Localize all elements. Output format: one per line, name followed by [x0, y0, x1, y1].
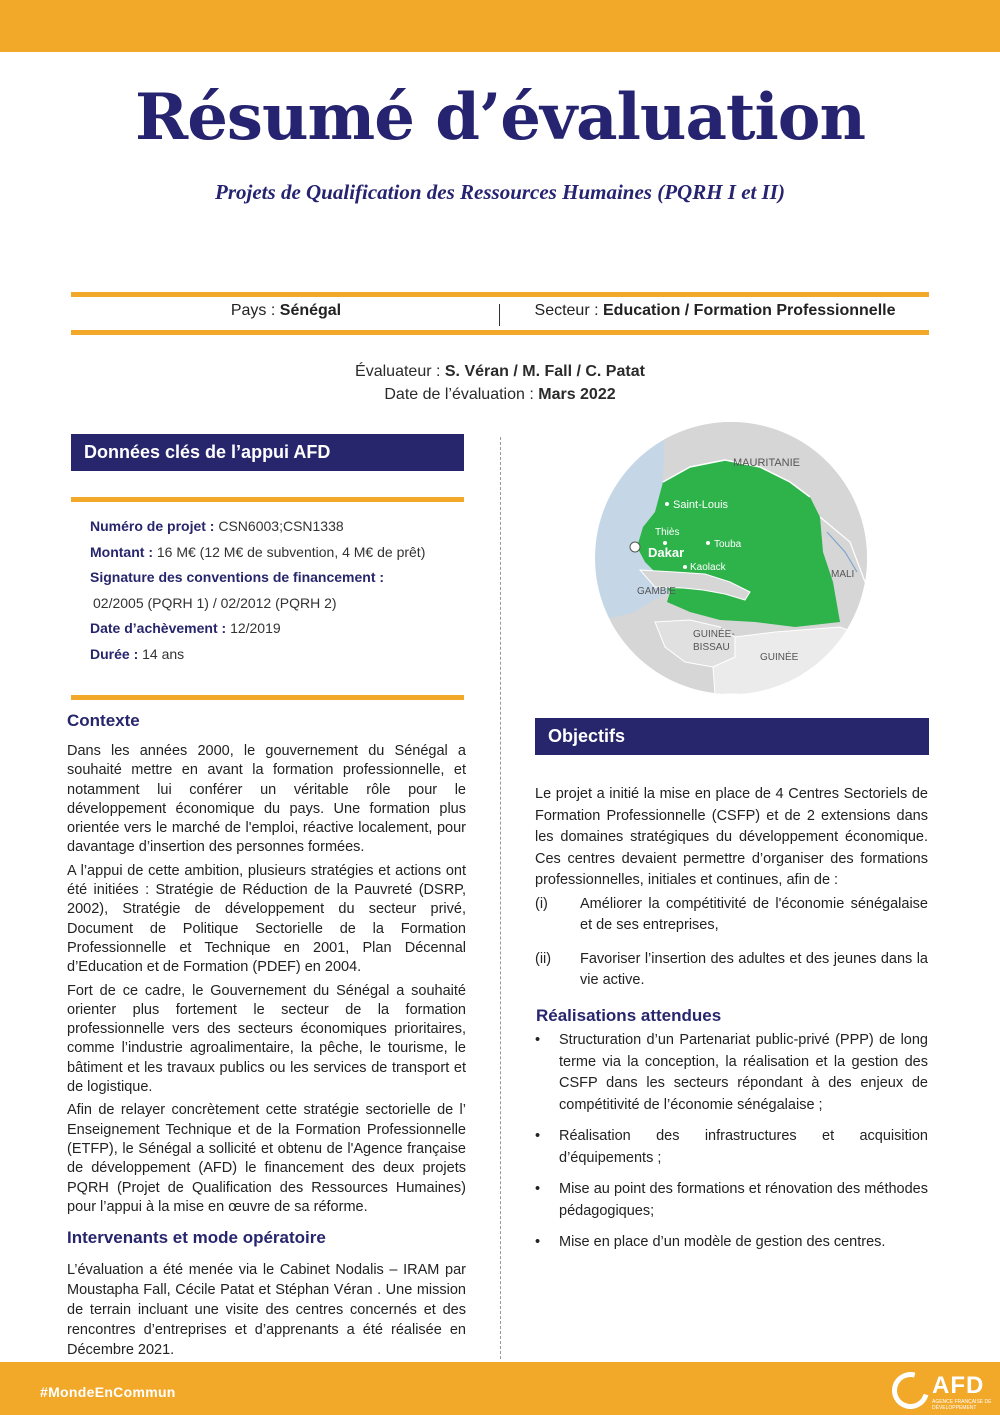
project-number-row [90, 514, 470, 540]
map-label-mauritanie: MAURITANIE [733, 457, 801, 469]
evaluator-line [0, 360, 1000, 383]
completion-date-value: 12/2019 [230, 620, 281, 636]
bullet-icon: • [535, 1181, 541, 1197]
list-item-text: Mise au point des formations et rénovation des méthodes pédagogiques; [559, 1181, 928, 1219]
list-item [535, 1232, 928, 1254]
map-label-kaolack: Kaolack [690, 562, 726, 573]
context-text [67, 742, 466, 1221]
duration-label: Durée : [90, 645, 143, 662]
map-label-dakar: Dakar [648, 545, 685, 560]
context-paragraph: Dans les années 2000, le gouvernement du Sénégal a souhaité mettre en avant la formation professionnelle, et notamment lui conférer un véritable rôle pour le développement économique du pays. Une formation plus orientée vers le marché de l'emploi, réactive localement, pour davantage d’insertion des personnes formées. [67, 743, 466, 856]
senegal-map [595, 422, 867, 694]
evaluation-date-label: Date de l’évaluation : [384, 386, 539, 403]
list-item [535, 1126, 928, 1169]
key-data-top-rule [71, 497, 464, 502]
objective-text: Améliorer la compétitivité de l'économie sénégalaise et de ses entreprises, [580, 895, 928, 933]
country-sector-row [71, 300, 929, 328]
logo-text: AFD [932, 1372, 985, 1399]
sector-label: Secteur : [534, 302, 603, 319]
key-data-bottom-rule [71, 695, 464, 700]
evaluation-date-line [0, 383, 1000, 406]
column-divider [500, 437, 501, 1359]
map-label-guinee: GUINÉE [760, 652, 799, 663]
duration-row [90, 642, 470, 668]
context-paragraph: A l’appui de cette ambition, plusieurs stratégies et actions ont été initiées : Stratégie de Réduction de la Pauvreté (DSRP, 2002), Stratégie de développement du secteur privé, Document de Politique Sectorielle de la Formation Professionnelle et Technique en 2001, Plan Décennal d’Education et de Formation (PDEF) en 2004. [67, 862, 466, 976]
country-label: Pays : [230, 302, 280, 319]
kaolack-marker [683, 565, 687, 569]
dakar-marker [630, 542, 640, 552]
saint-louis-marker [665, 502, 669, 506]
project-number-value: CSN6003;CSN1338 [218, 518, 344, 534]
touba-marker [706, 541, 710, 545]
evaluator-label: Évaluateur : [355, 363, 445, 380]
logo-ring-icon [885, 1365, 936, 1415]
stakeholders-text [67, 1260, 466, 1364]
context-paragraph: Fort de ce cadre, le Gouvernement du Sénégal a souhaité orienter plus fortement le secteur de la formation professionnelle vers des secteurs économiques prioritaires, comme l’industrie agroalimentaire, la pêche, le tourisme, le bâtiment et les travaux publics ou les services de transport et de logistique. [67, 982, 466, 1096]
stakeholders-paragraph: L’évaluation a été menée via le Cabinet Nodalis – IRAM par Moustapha Fall, Cécile Patat et Stéphan Véran . Une mission de terrain incluant une visite des centres concernés et des rencontres d’entreprises et d’apprenants a été réalisée en Décembre 2021. [67, 1262, 466, 1358]
objective-text: Favoriser l’insertion des adultes et des jeunes dans la vie active. [580, 950, 928, 988]
bottom-rule [71, 330, 929, 335]
page-subtitle: Projets de Qualification des Ressources Humaines (PQRH I et II) [215, 180, 785, 204]
expected-results-heading: Réalisations attendues [536, 1006, 722, 1025]
list-item-text: Réalisation des infrastructures et acquisition d’équipements ; [559, 1128, 928, 1166]
hashtag: #MondeEnCommun [40, 1384, 176, 1400]
sector-value: Education / Formation Professionnelle [603, 302, 896, 319]
list-item-text: Structuration d’un Partenariat public-privé (PPP) de long terme via la conception, la réalisation et la gestion des CSFP dans les secteurs répondant à des enjeux de compétitivité de l’économie sénégalaise ; [559, 1032, 928, 1113]
project-number-label: Numéro de projet : [90, 518, 219, 534]
top-rule [71, 292, 929, 297]
logo-subtitle: AGENCE FRANÇAISE DE DÉVELOPPEMENT [932, 1399, 992, 1411]
amount-row [90, 540, 470, 566]
objective-number: (i) [535, 895, 548, 912]
signature-value: 02/2005 (PQRH 1) / 02/2012 (PQRH 2) [93, 594, 337, 611]
evaluation-date-value: Mars 2022 [538, 386, 616, 403]
objective-item [535, 949, 928, 992]
map-label-guinee-bissau: GUINÉE- [693, 629, 735, 640]
afd-logo [892, 1372, 992, 1410]
list-item-text: Mise en place d’un modèle de gestion des centres. [559, 1234, 886, 1250]
map-label-thies: Thiès [655, 527, 680, 538]
expected-results-list [535, 1030, 928, 1264]
top-band [0, 0, 1000, 52]
list-item [535, 1179, 928, 1222]
country-value: Sénégal [279, 302, 342, 319]
objective-number: (ii) [535, 950, 552, 967]
objectives-intro: Le projet a initié la mise en place de 4 Centres Sectoriels de Formation Professionnelle (CSFP) et de 2 extensions dans les domaines stratégiques du développement économique. Ces centres devaient permettre d’organiser des formations professionnelles, initiales et continues, afin de : [535, 786, 928, 888]
context-heading: Contexte [67, 711, 140, 730]
map-label-mali: MALI [831, 569, 855, 580]
map-label-guinee-bissau: BISSAU [693, 642, 730, 653]
objective-item [535, 894, 928, 937]
page-title: Résumé d’évaluation [135, 80, 865, 155]
key-data-heading: Données clés de l’appui AFD [71, 434, 464, 471]
amount-label: Montant : [90, 543, 157, 560]
completion-date-label: Date d’achèvement : [90, 620, 231, 636]
bullet-icon: • [535, 1234, 541, 1250]
bullet-icon: • [535, 1128, 541, 1144]
map-label-saint-louis: Saint-Louis [673, 499, 729, 511]
key-data-list [90, 514, 470, 667]
country-field [71, 302, 501, 320]
objectives-text [535, 784, 928, 992]
sector-field [501, 302, 929, 320]
evaluation-info [0, 360, 1000, 406]
evaluator-value: S. Véran / M. Fall / C. Patat [444, 363, 645, 380]
map-label-gambie: GAMBIE [637, 586, 676, 597]
duration-value: 14 ans [142, 645, 185, 662]
objectives-heading: Objectifs [535, 718, 929, 755]
vertical-separator [499, 304, 500, 326]
list-item [535, 1030, 928, 1116]
stakeholders-heading: Intervenants et mode opératoire [67, 1228, 326, 1247]
bullet-icon: • [535, 1032, 541, 1048]
completion-date-row [90, 616, 470, 642]
amount-value: 16 M€ (12 M€ de subvention, 4 M€ de prêt) [156, 543, 426, 560]
map-label-touba: Touba [714, 539, 742, 550]
context-paragraph: Afin de relayer concrètement cette stratégie sectorielle de l’ Enseignement Technique et de la Formation Professionnelle (ETFP), le Sénégal a sollicité et obtenu de l'Agence française de développement (AFD) le financement des deux projets PQRH (Projet de Qualification des Ressources Humaines) pour l’appui à la mise en œuvre de sa réforme. [67, 1102, 466, 1215]
signature-label: Signature des conventions de financement : [90, 569, 385, 585]
signature-row [90, 565, 470, 591]
